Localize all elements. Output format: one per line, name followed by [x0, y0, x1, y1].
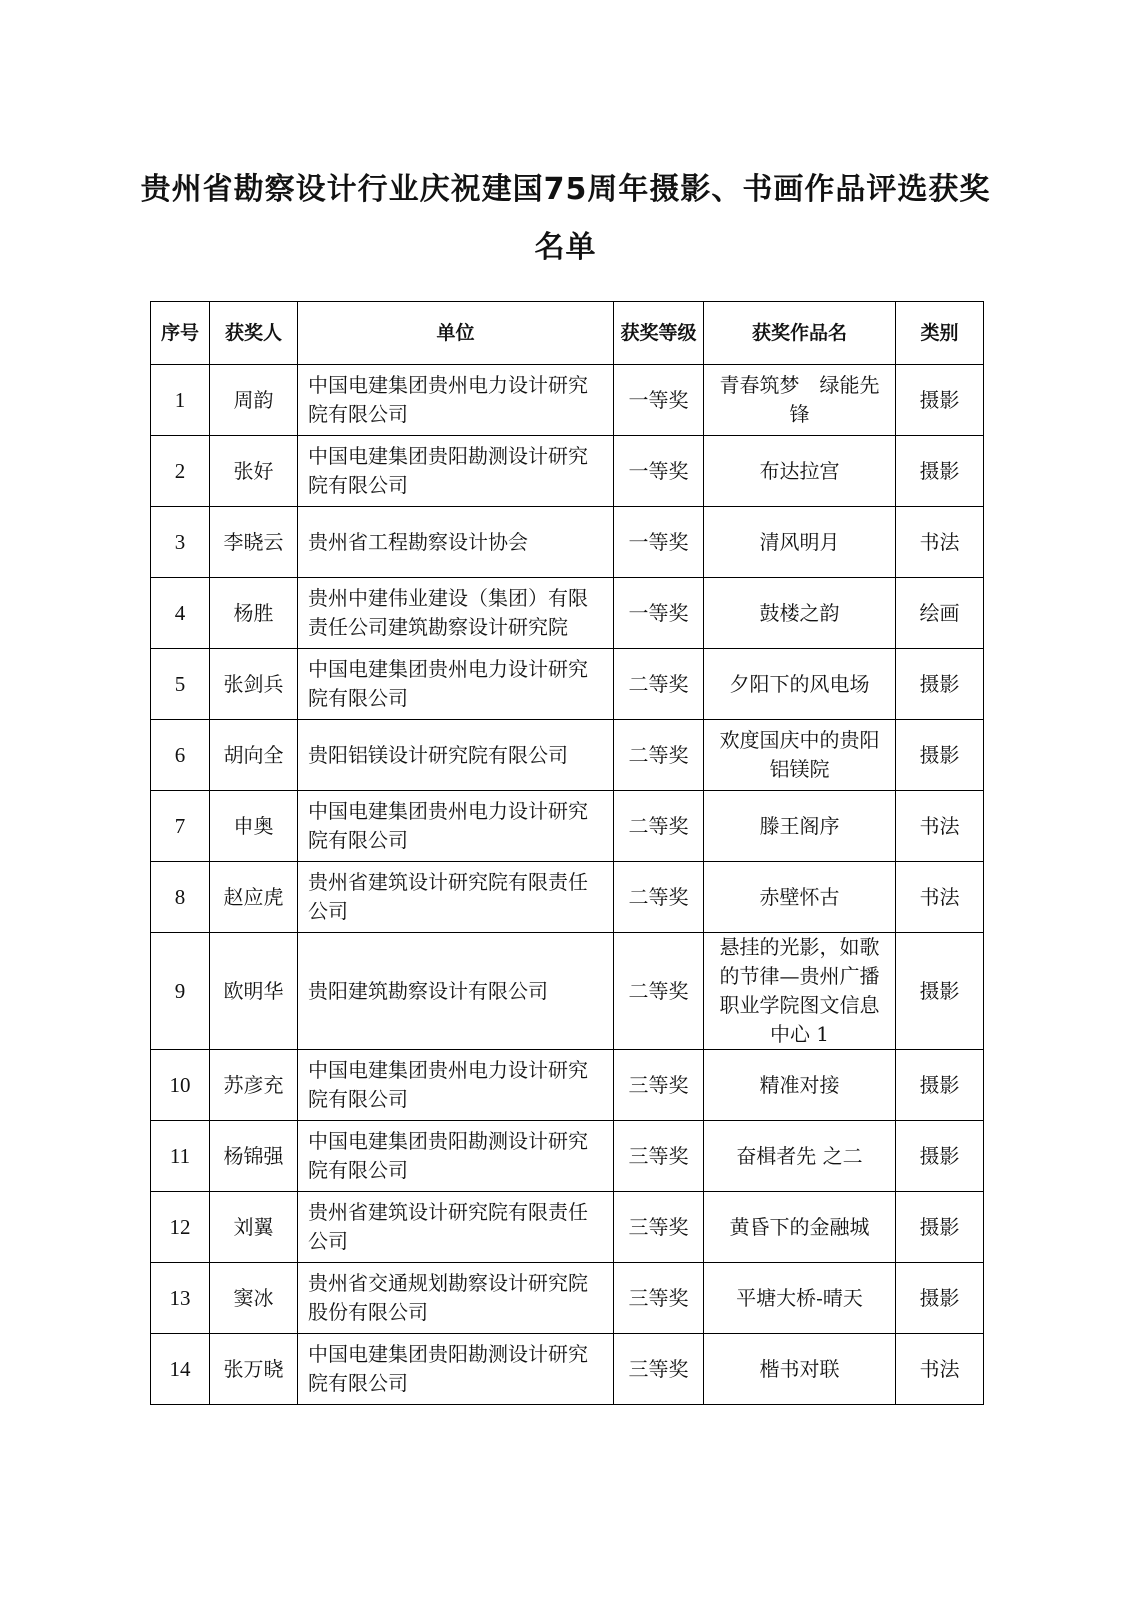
table-row — [151, 862, 984, 933]
cell-category: 摄影 — [896, 1263, 984, 1334]
cell-unit: 贵阳建筑勘察设计有限公司 — [298, 933, 614, 1050]
cell-unit: 贵阳铝镁设计研究院有限公司 — [298, 720, 614, 791]
header-winner: 获奖人 — [210, 302, 298, 365]
cell-level: 一等奖 — [614, 578, 704, 649]
cell-work: 滕王阁序 — [704, 791, 896, 862]
cell-work: 平塘大桥-晴天 — [704, 1263, 896, 1334]
table-row — [151, 365, 984, 436]
table-row — [151, 507, 984, 578]
cell-category: 绘画 — [896, 578, 984, 649]
cell-level: 三等奖 — [614, 1121, 704, 1192]
cell-unit: 贵州省建筑设计研究院有限责任公司 — [298, 1192, 614, 1263]
cell-category: 摄影 — [896, 1121, 984, 1192]
cell-work: 精准对接 — [704, 1050, 896, 1121]
cell-level: 三等奖 — [614, 1050, 704, 1121]
table-row — [151, 1050, 984, 1121]
cell-work: 布达拉宫 — [704, 436, 896, 507]
cell-seq: 14 — [151, 1334, 210, 1405]
table-row — [151, 720, 984, 791]
cell-winner: 周韵 — [210, 365, 298, 436]
cell-winner: 刘翼 — [210, 1192, 298, 1263]
cell-seq: 13 — [151, 1263, 210, 1334]
cell-level: 三等奖 — [614, 1334, 704, 1405]
cell-unit: 贵州省工程勘察设计协会 — [298, 507, 614, 578]
cell-unit: 贵州省建筑设计研究院有限责任公司 — [298, 862, 614, 933]
cell-unit: 中国电建集团贵阳勘测设计研究院有限公司 — [298, 436, 614, 507]
table-row — [151, 1334, 984, 1405]
cell-seq: 10 — [151, 1050, 210, 1121]
cell-level: 三等奖 — [614, 1263, 704, 1334]
cell-seq: 5 — [151, 649, 210, 720]
cell-winner: 申奥 — [210, 791, 298, 862]
cell-seq: 4 — [151, 578, 210, 649]
table-row — [151, 1192, 984, 1263]
table-row — [151, 578, 984, 649]
cell-unit: 贵州中建伟业建设（集团）有限责任公司建筑勘察设计研究院 — [298, 578, 614, 649]
cell-category: 摄影 — [896, 365, 984, 436]
header-category: 类别 — [896, 302, 984, 365]
cell-unit: 中国电建集团贵阳勘测设计研究院有限公司 — [298, 1121, 614, 1192]
cell-seq: 12 — [151, 1192, 210, 1263]
cell-level: 二等奖 — [614, 791, 704, 862]
cell-level: 二等奖 — [614, 862, 704, 933]
cell-winner: 杨锦强 — [210, 1121, 298, 1192]
award-winners-table — [150, 301, 984, 1405]
table-row — [151, 649, 984, 720]
cell-seq: 9 — [151, 933, 210, 1050]
cell-work: 悬挂的光影，如歌的节律—贵州广播职业学院图文信息中心 1 — [704, 933, 896, 1050]
cell-work: 欢度国庆中的贵阳铝镁院 — [704, 720, 896, 791]
cell-winner: 窦冰 — [210, 1263, 298, 1334]
cell-unit: 中国电建集团贵州电力设计研究院有限公司 — [298, 1050, 614, 1121]
table-row — [151, 436, 984, 507]
header-work: 获奖作品名 — [704, 302, 896, 365]
header-seq: 序号 — [151, 302, 210, 365]
cell-winner: 苏彦充 — [210, 1050, 298, 1121]
cell-winner: 张好 — [210, 436, 298, 507]
cell-unit: 中国电建集团贵州电力设计研究院有限公司 — [298, 791, 614, 862]
cell-winner: 欧明华 — [210, 933, 298, 1050]
table-header-row — [151, 302, 984, 365]
cell-category: 书法 — [896, 862, 984, 933]
cell-category: 摄影 — [896, 933, 984, 1050]
cell-level: 二等奖 — [614, 720, 704, 791]
cell-category: 摄影 — [896, 720, 984, 791]
table-row — [151, 933, 984, 1050]
cell-winner: 李晓云 — [210, 507, 298, 578]
cell-seq: 8 — [151, 862, 210, 933]
cell-winner: 胡向全 — [210, 720, 298, 791]
cell-winner: 杨胜 — [210, 578, 298, 649]
cell-work: 奋楫者先 之二 — [704, 1121, 896, 1192]
table-row — [151, 791, 984, 862]
cell-category: 摄影 — [896, 1050, 984, 1121]
cell-seq: 7 — [151, 791, 210, 862]
cell-seq: 6 — [151, 720, 210, 791]
cell-work: 楷书对联 — [704, 1334, 896, 1405]
cell-unit: 贵州省交通规划勘察设计研究院股份有限公司 — [298, 1263, 614, 1334]
document-title-line-1: 贵州省勘察设计行业庆祝建国75周年摄影、书画作品评选获奖 — [140, 172, 991, 207]
cell-work: 赤壁怀古 — [704, 862, 896, 933]
cell-level: 二等奖 — [614, 649, 704, 720]
cell-category: 摄影 — [896, 436, 984, 507]
cell-level: 一等奖 — [614, 436, 704, 507]
table-row — [151, 1121, 984, 1192]
cell-unit: 中国电建集团贵州电力设计研究院有限公司 — [298, 649, 614, 720]
cell-category: 书法 — [896, 507, 984, 578]
cell-work: 清风明月 — [704, 507, 896, 578]
cell-winner: 赵应虎 — [210, 862, 298, 933]
cell-work: 青春筑梦 绿能先锋 — [704, 365, 896, 436]
cell-winner: 张剑兵 — [210, 649, 298, 720]
document-title-line-2: 名单 — [534, 230, 597, 265]
table-row — [151, 1263, 984, 1334]
cell-category: 摄影 — [896, 1192, 984, 1263]
cell-category: 书法 — [896, 791, 984, 862]
cell-seq: 1 — [151, 365, 210, 436]
cell-category: 书法 — [896, 1334, 984, 1405]
cell-seq: 3 — [151, 507, 210, 578]
header-unit: 单位 — [298, 302, 614, 365]
cell-level: 二等奖 — [614, 933, 704, 1050]
cell-seq: 11 — [151, 1121, 210, 1192]
cell-unit: 中国电建集团贵阳勘测设计研究院有限公司 — [298, 1334, 614, 1405]
header-level: 获奖等级 — [614, 302, 704, 365]
cell-work: 黄昏下的金融城 — [704, 1192, 896, 1263]
cell-unit: 中国电建集团贵州电力设计研究院有限公司 — [298, 365, 614, 436]
cell-winner: 张万晓 — [210, 1334, 298, 1405]
cell-seq: 2 — [151, 436, 210, 507]
cell-category: 摄影 — [896, 649, 984, 720]
cell-level: 一等奖 — [614, 365, 704, 436]
cell-level: 一等奖 — [614, 507, 704, 578]
cell-work: 鼓楼之韵 — [704, 578, 896, 649]
cell-level: 三等奖 — [614, 1192, 704, 1263]
cell-work: 夕阳下的风电场 — [704, 649, 896, 720]
